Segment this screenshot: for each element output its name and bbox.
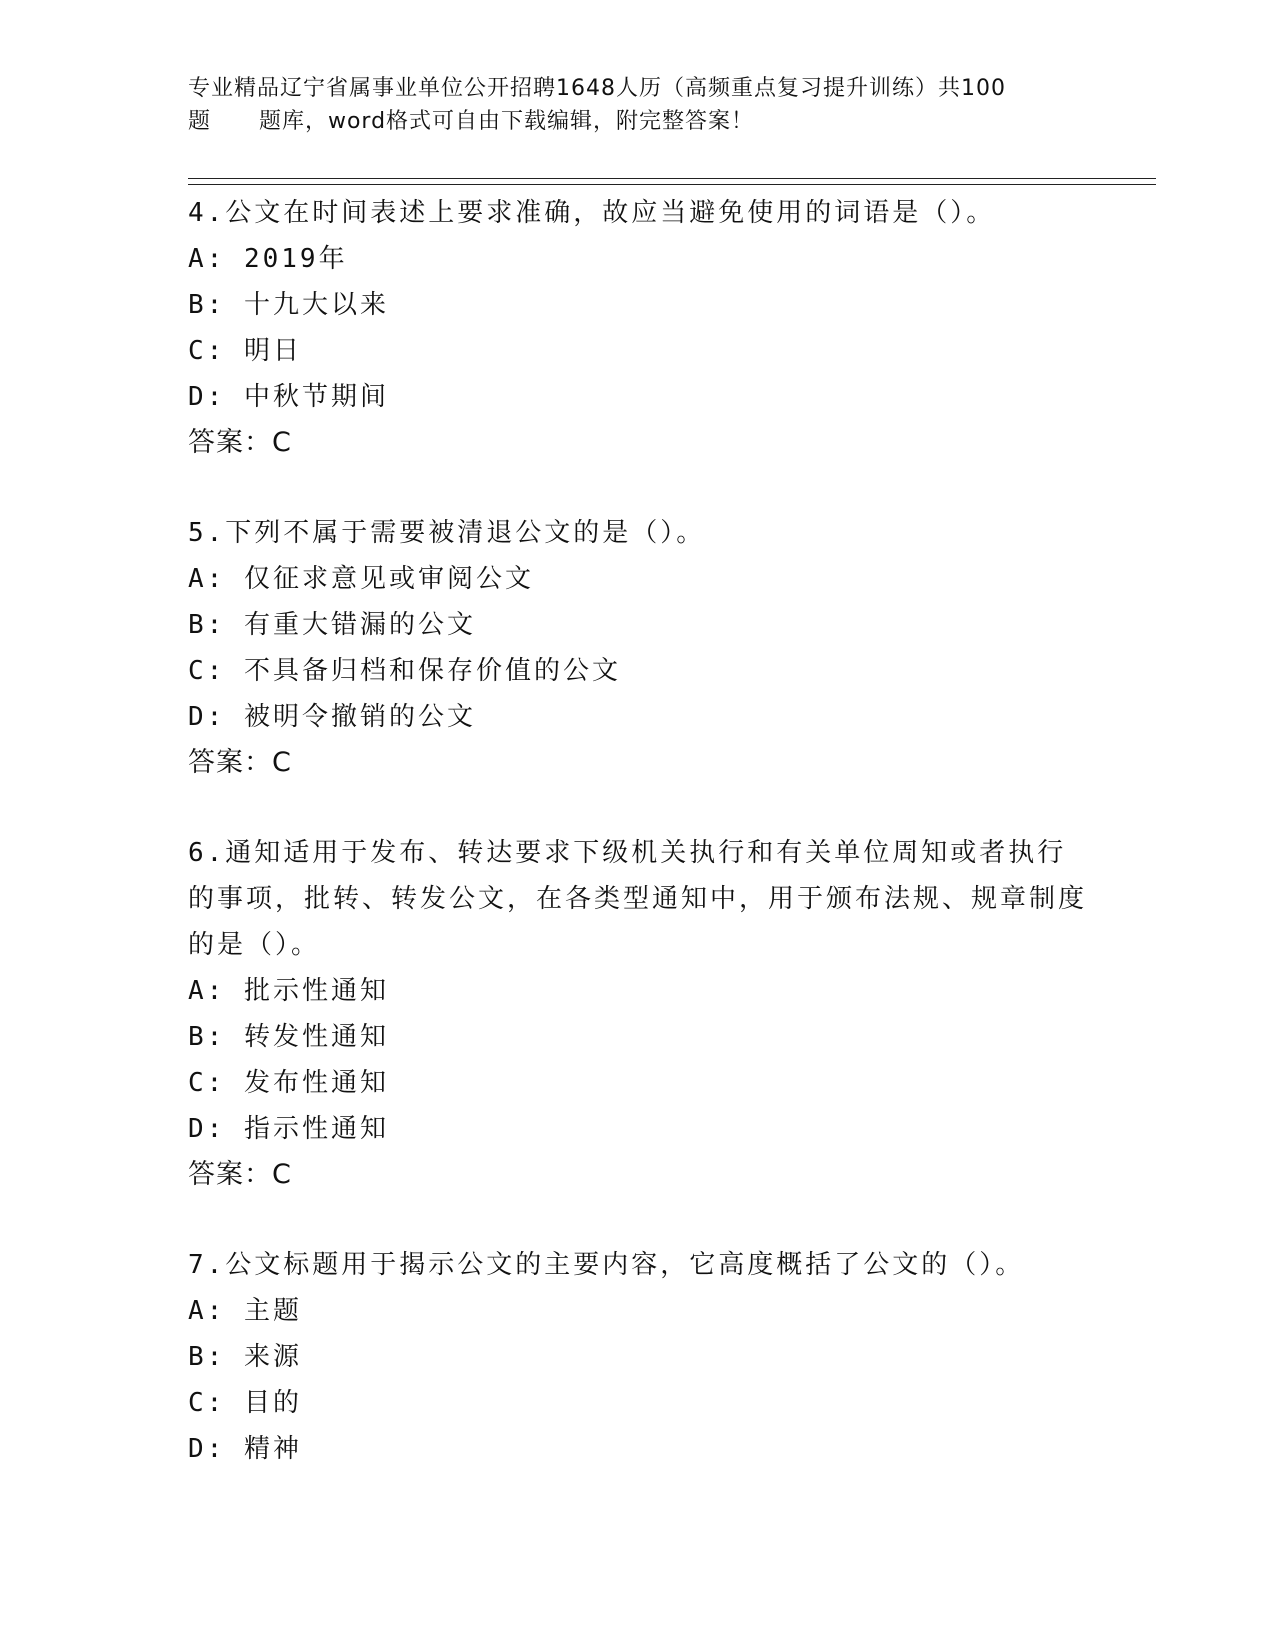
option-d: D: 被明令撤销的公文 — [188, 702, 476, 732]
option-d: D: 中秋节期间 — [188, 382, 389, 412]
option-c: C: 目的 — [188, 1388, 302, 1418]
header-line-2: 题 题库，word格式可自由下载编辑，附完整答案！ — [188, 109, 755, 134]
header-divider-bottom — [188, 184, 1156, 185]
question-stem: 6.通知适用于发布、转达要求下级机关执行和有关单位周知或者执行的事项，批转、转发公文，在各类型通知中，用于颁布法规、规章制度的是（）。 — [188, 838, 1088, 960]
question-stem: 7.公文标题用于揭示公文的主要内容，它高度概括了公文的（）。 — [188, 1250, 1025, 1280]
option-c: C: 明日 — [188, 336, 302, 366]
answer-line: 答案：C — [188, 747, 292, 778]
question-7 — [188, 1242, 1088, 1472]
answer-line: 答案：C — [188, 1159, 292, 1190]
header-divider-top — [188, 178, 1156, 179]
option-a: A: 批示性通知 — [188, 976, 389, 1006]
header-line-1: 专业精品辽宁省属事业单位公开招聘1648人历（高频重点复习提升训练）共100 — [188, 76, 1006, 101]
question-5 — [188, 510, 1088, 786]
option-b: B: 转发性通知 — [188, 1022, 389, 1052]
option-d: D: 指示性通知 — [188, 1114, 389, 1144]
option-c: C: 不具备归档和保存价值的公文 — [188, 656, 621, 686]
question-stem: 5.下列不属于需要被清退公文的是（）。 — [188, 518, 706, 548]
option-b: B: 来源 — [188, 1342, 302, 1372]
option-a: A: 2019年 — [188, 244, 348, 274]
answer-line: 答案：C — [188, 427, 292, 458]
option-c: C: 发布性通知 — [188, 1068, 389, 1098]
option-b: B: 有重大错漏的公文 — [188, 610, 476, 640]
option-b: B: 十九大以来 — [188, 290, 389, 320]
question-6 — [188, 830, 1088, 1198]
option-a: A: 仅征求意见或审阅公文 — [188, 564, 534, 594]
question-stem: 4.公文在时间表述上要求准确，故应当避免使用的词语是（）。 — [188, 198, 996, 228]
question-4 — [188, 190, 1088, 466]
document-header — [188, 72, 1088, 138]
question-list — [188, 190, 1088, 1516]
option-d: D: 精神 — [188, 1434, 302, 1464]
option-a: A: 主题 — [188, 1296, 302, 1326]
